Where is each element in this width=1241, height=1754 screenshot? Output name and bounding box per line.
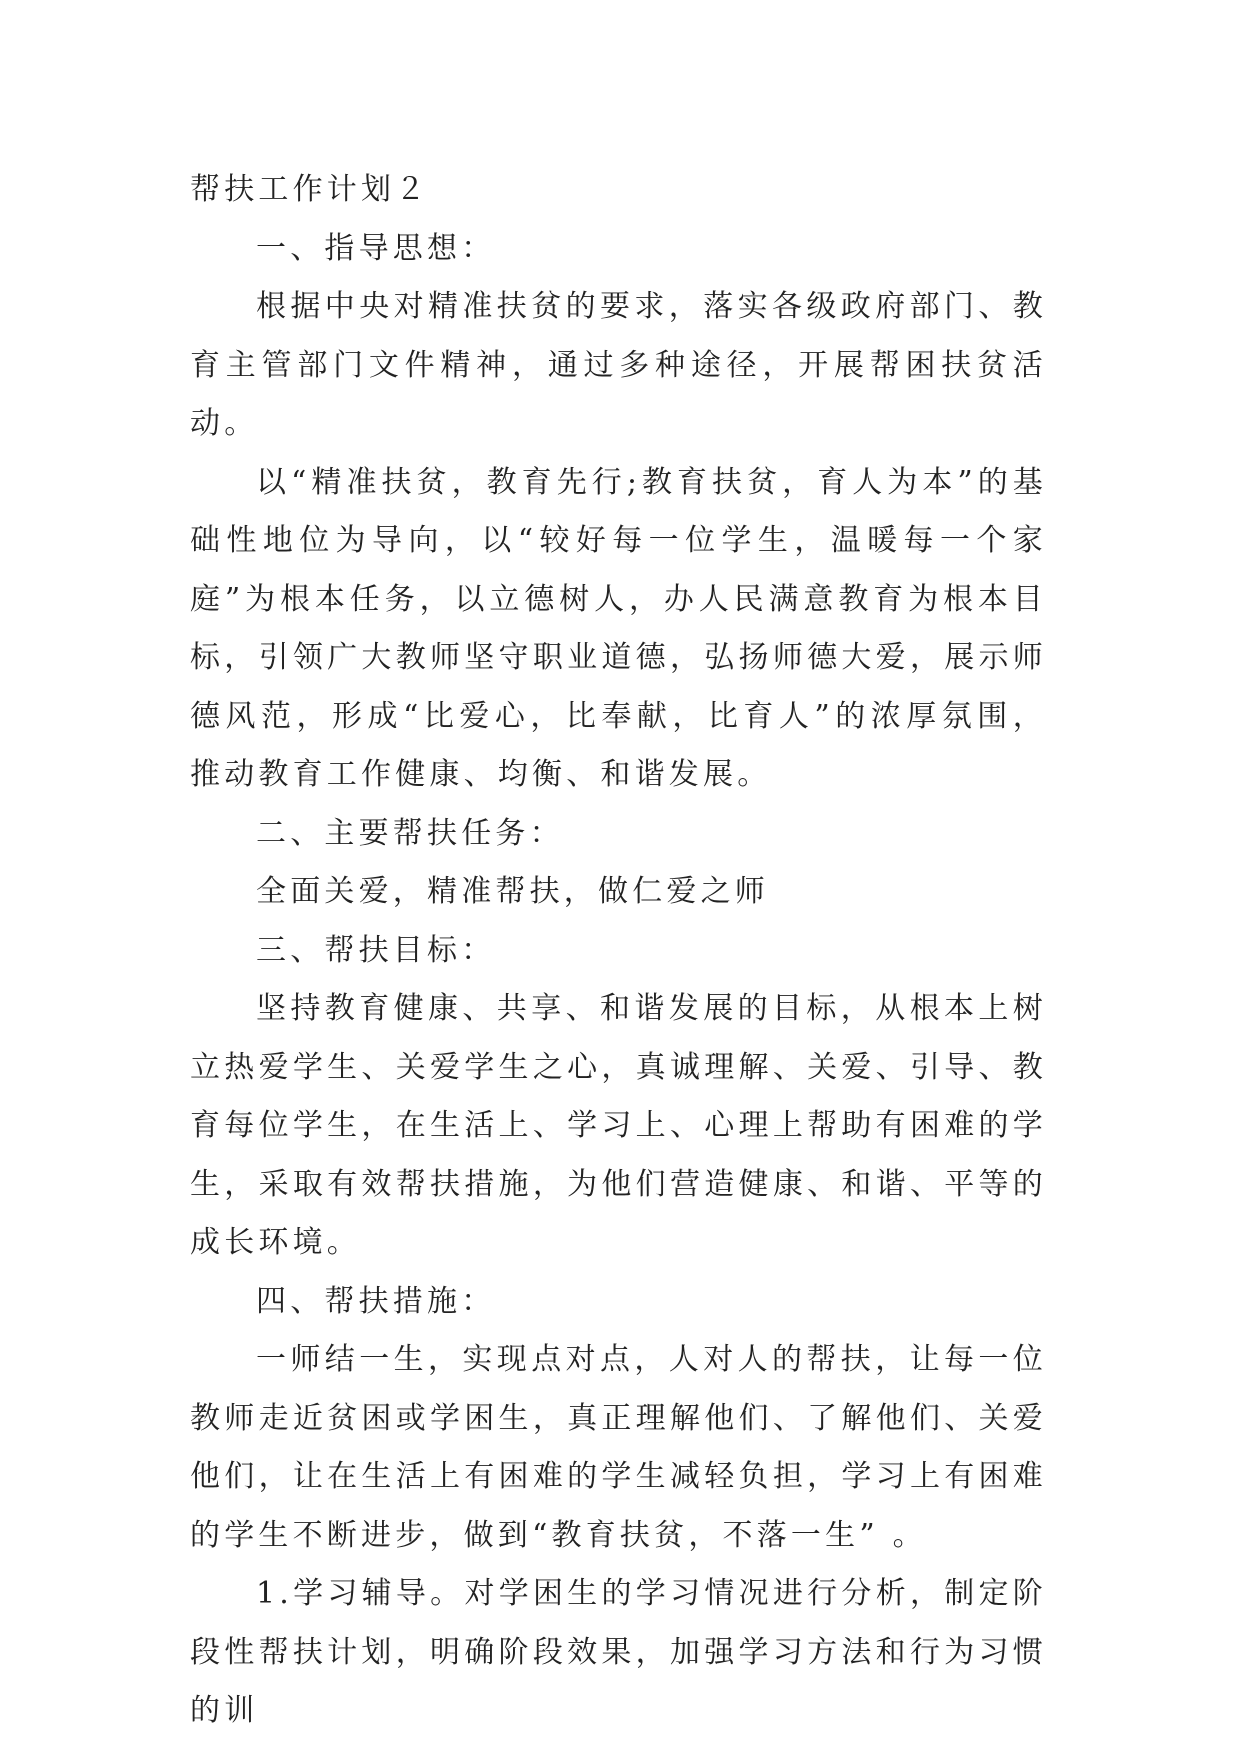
paragraph-measures: 一师结一生，实现点对点，人对人的帮扶，让每一位教师走近贫困或学困生，真正理解他们、了解他们、关爱他们，让在生活上有困难的学生减轻负担，学习上有困难的学生不断进步，做到“教育扶贫，不落一生” 。 (190, 1342, 1047, 1553)
document-title: 帮扶工作计划２ (190, 172, 430, 207)
paragraph-guiding-principle: 以“精准扶贫，教育先行;教育扶贫，育人为本”的基础性地位为导向，以“较好每一位学生，温暖每一个家庭”为根本任务，以立德树人，办人民满意教育为根本目标，引领广大教师坚守职业道德，弘扬师德大爱，展示师德风范，形成“比爱心，比奉献，比育人”的浓厚氛围，推动教育工作健康、均衡、和谐发展。 (190, 464, 1047, 792)
heading-guiding-ideology: 一、指导思想： (256, 230, 496, 266)
paragraph-goals: 坚持教育健康、共享、和谐发展的目标，从根本上树立热爱学生、关爱学生之心，真诚理解、关爱、引导、教育每位学生，在生活上、学习上、心理上帮助有困难的学生，采取有效帮扶措施，为他们营造健康、和谐、平等的成长环境。 (190, 991, 1047, 1260)
paragraph-main-tasks: 全面关爱，精准帮扶，做仁爱之师 (256, 874, 769, 909)
heading-goals: 三、帮扶目标： (256, 932, 496, 968)
heading-measures: 四、帮扶措施： (256, 1283, 496, 1319)
paragraph-measure-1: 1.学习辅导。对学困生的学习情况进行分析，制定阶段性帮扶计划，明确阶段效果，加强学习方法和行为习惯的训 (190, 1576, 1047, 1728)
paragraph-policy-basis: 根据中央对精准扶贫的要求，落实各级政府部门、教育主管部门文件精神，通过多种途径，开展帮困扶贫活动。 (190, 289, 1047, 441)
heading-main-tasks: 二、主要帮扶任务： (256, 815, 564, 851)
document-body (190, 161, 1047, 1741)
